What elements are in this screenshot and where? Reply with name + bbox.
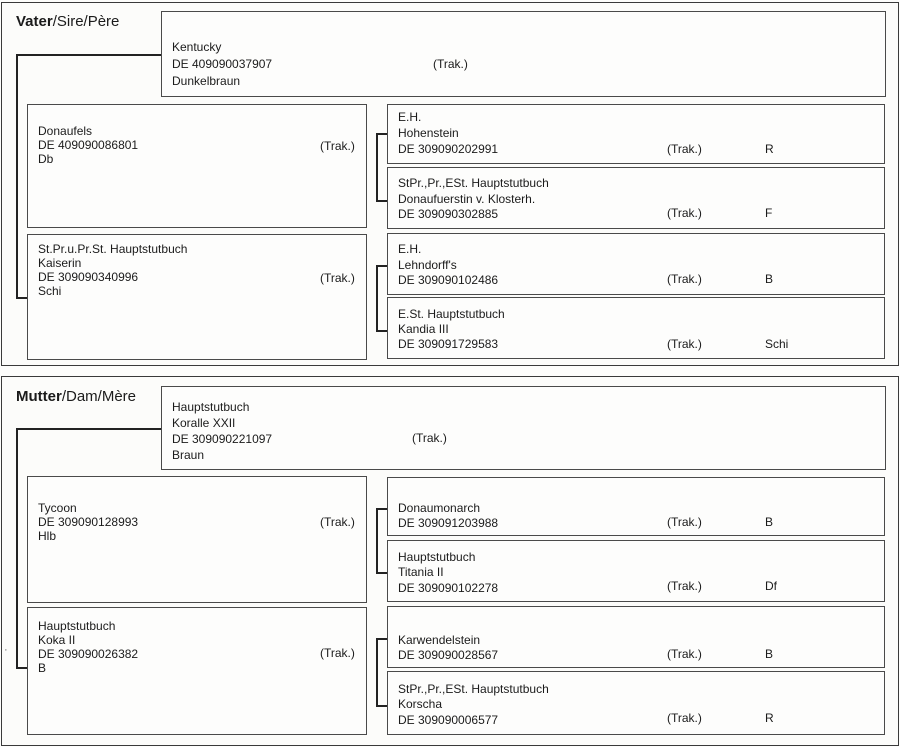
dam-ggd2-name: Korscha [398, 697, 443, 711]
sire-connector-v [16, 54, 18, 298]
dam-ggd2-reg: DE 309090006577 [398, 713, 499, 727]
sire-grandsire-trak: (Trak.) [320, 139, 355, 153]
sire-granddam-book: St.Pr.u.Pr.St. Hauptstutbuch [38, 242, 188, 256]
sire-ggd1-trak: (Trak.) [667, 206, 702, 220]
sire-grandsire-reg: DE 409090086801 [38, 138, 139, 152]
dam-granddam-color: B [38, 661, 47, 675]
sire-grandsire-color: Db [38, 152, 54, 166]
sire-ggd1-name: Donaufuerstin v. Klosterh. [398, 192, 536, 206]
dam-grandsire-name: Tycoon [38, 501, 77, 515]
dam-ggd1-color: Df [765, 579, 777, 593]
dam-gg1-connector-v [376, 508, 378, 573]
dam-ggs1-color: B [765, 515, 774, 529]
dam-granddam-name: Koka II [38, 633, 76, 647]
sire-grandsire-box [27, 104, 367, 228]
dam-connector-v [16, 428, 18, 668]
margin-mark: · [4, 644, 8, 656]
dam-ggd1-book: Hauptstutbuch [398, 550, 476, 564]
dam-ggs2-reg: DE 309090028567 [398, 648, 499, 662]
dam-ggd1-name: Titania II [398, 565, 444, 579]
dam-ggd1-box [387, 540, 885, 602]
sire-ggd1-book: StPr.,Pr.,ESt. Hauptstutbuch [398, 176, 549, 190]
sire-grandsire-name: Donaufels [38, 124, 93, 138]
sire-ggd1-color: F [765, 206, 773, 220]
dam-ggs1-reg: DE 309091203988 [398, 516, 499, 530]
dam-heading-rest: /Dam/Mère [61, 388, 137, 405]
sire-connector-h-top [16, 54, 162, 56]
sire-ggs1-box [387, 104, 885, 164]
dam-ggs2-box [387, 606, 885, 668]
sire-ggs1-color: R [765, 142, 774, 156]
sire-ggd2-book: E.St. Hauptstutbuch [398, 307, 505, 321]
dam-connector-h-top [16, 428, 162, 430]
dam-ggs2-name: Karwendelstein [398, 633, 481, 647]
sire-granddam-name: Kaiserin [38, 256, 82, 270]
sire-ggs2-name: Lehndorff's [398, 258, 457, 272]
dam-ggs1-trak: (Trak.) [667, 515, 702, 529]
dam-grandsire-reg: DE 309090128993 [38, 515, 139, 529]
sire-gg2-connector-v [376, 265, 378, 331]
dam-ggd2-color: R [765, 711, 774, 725]
sire-granddam-box [27, 234, 367, 360]
sire-ggd1-box [387, 167, 885, 229]
sire-heading [16, 13, 119, 31]
dam-grandsire-trak: (Trak.) [320, 515, 355, 529]
sire-ggs1-reg: DE 309090202991 [398, 142, 499, 156]
dam-ggs1-box [387, 477, 885, 536]
sire-granddam-trak: (Trak.) [320, 271, 355, 285]
sire-ggs1-trak: (Trak.) [667, 142, 702, 156]
dam-parent-book: Hauptstutbuch [172, 400, 250, 414]
dam-granddam-box [27, 607, 367, 735]
sire-granddam-reg: DE 309090340996 [38, 270, 139, 284]
dam-gg2-connector-v [376, 638, 378, 706]
dam-parent-box [161, 386, 886, 470]
dam-ggs2-color: B [765, 647, 774, 661]
dam-grandsire-color: Hlb [38, 529, 57, 543]
sire-ggd2-box [387, 297, 885, 359]
sire-parent-name: Kentucky [172, 40, 222, 54]
dam-ggd1-trak: (Trak.) [667, 579, 702, 593]
sire-ggd2-name: Kandia III [398, 322, 449, 336]
sire-gg1-connector-v [376, 133, 378, 201]
sire-ggs2-color: B [765, 272, 774, 286]
sire-ggs2-reg: DE 309090102486 [398, 273, 499, 287]
sire-ggs2-trak: (Trak.) [667, 272, 702, 286]
sire-ggd1-reg: DE 309090302885 [398, 207, 499, 221]
dam-ggs1-name: Donaumonarch [398, 501, 481, 515]
sire-ggs1-name: Hohenstein [398, 126, 459, 140]
dam-parent-reg: DE 309090221097 [172, 432, 273, 446]
dam-ggd1-reg: DE 309090102278 [398, 581, 499, 595]
sire-heading-rest: /Sire/Père [52, 13, 120, 30]
sire-ggd2-trak: (Trak.) [667, 337, 702, 351]
dam-ggd2-book: StPr.,Pr.,ESt. Hauptstutbuch [398, 682, 549, 696]
sire-ggs2-box [387, 233, 885, 295]
sire-ggs1-title: E.H. [398, 110, 422, 124]
dam-ggd2-trak: (Trak.) [667, 711, 702, 725]
sire-ggd2-reg: DE 309091729583 [398, 337, 499, 351]
dam-ggd2-box [387, 671, 885, 735]
sire-parent-trak: (Trak.) [433, 57, 468, 71]
sire-granddam-color: Schi [38, 284, 62, 298]
dam-granddam-reg: DE 309090026382 [38, 647, 139, 661]
dam-granddam-book: Hauptstutbuch [38, 619, 116, 633]
dam-grandsire-box [27, 476, 367, 603]
dam-parent-name: Koralle XXII [172, 416, 236, 430]
sire-parent-color: Dunkelbraun [172, 74, 241, 88]
dam-heading [16, 388, 136, 406]
sire-heading-bold: Vater [16, 13, 53, 30]
dam-ggs2-trak: (Trak.) [667, 647, 702, 661]
dam-granddam-trak: (Trak.) [320, 646, 355, 660]
sire-ggs2-title: E.H. [398, 242, 422, 256]
sire-parent-box [161, 11, 886, 97]
dam-parent-color: Braun [172, 448, 205, 462]
dam-parent-trak: (Trak.) [412, 431, 447, 445]
dam-heading-bold: Mutter [16, 388, 62, 405]
sire-parent-reg: DE 409090037907 [172, 57, 273, 71]
sire-ggd2-color: Schi [765, 337, 789, 351]
